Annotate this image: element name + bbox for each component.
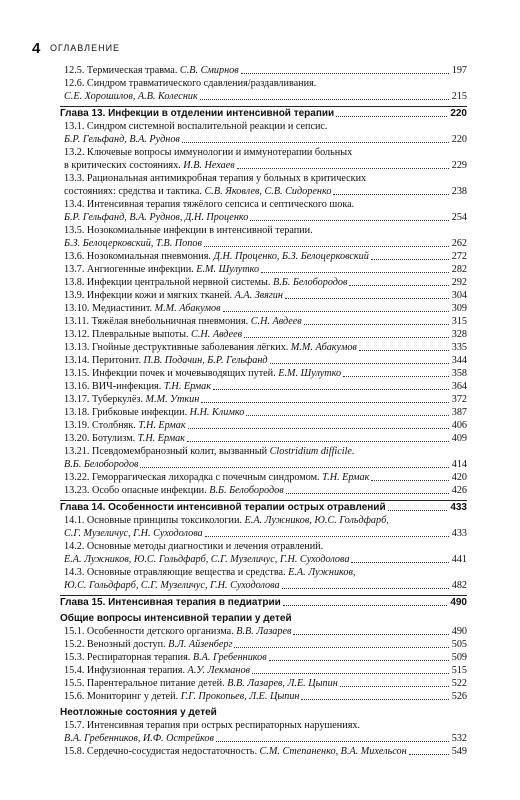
- entry-title: [64, 677, 338, 690]
- toc-entry: [64, 315, 467, 328]
- toc-entry: [64, 341, 467, 354]
- entry-title: [64, 458, 138, 471]
- toc-entry-line: [64, 445, 467, 458]
- entry-text: в критических состояниях.: [64, 160, 184, 171]
- entry-title: [64, 419, 186, 432]
- entry-title: [64, 566, 355, 579]
- toc-entry: [64, 64, 467, 77]
- toc-entry-line: [64, 77, 467, 90]
- toc-subheading: [60, 612, 467, 625]
- entry-page-number: 372: [451, 394, 467, 405]
- entry-title: [64, 90, 198, 103]
- entry-title: [64, 146, 352, 159]
- entry-text: 13.6. Нозокомиальная пневмония.: [64, 251, 214, 262]
- entry-title: [64, 540, 323, 553]
- entry-authors: Е.М. Шулутко: [278, 368, 342, 379]
- dot-leader: [188, 428, 449, 429]
- toc-entry: [64, 276, 467, 289]
- entry-page-number: 215: [451, 91, 467, 102]
- entry-title: [64, 302, 221, 315]
- entry-text: 13.2. Ключевые вопросы иммунологии и иммунотерапии больных: [64, 147, 353, 158]
- entry-title: [64, 745, 407, 758]
- entry-page-number: 433: [450, 502, 467, 513]
- entry-page-number: 490: [450, 597, 467, 608]
- entry-page-number: 254: [451, 212, 467, 223]
- entry-text: состояниях: средства и тактика.: [64, 186, 205, 197]
- toc-entry: [64, 380, 467, 393]
- entry-title: [64, 250, 369, 263]
- toc-entry-line: [64, 719, 467, 732]
- entry-text: 13.18. Грибковые инфекции.: [64, 407, 190, 418]
- toc-entry: [64, 90, 467, 103]
- entry-authors: В.Б. Белобородов: [209, 485, 284, 496]
- toc-entry-line: [64, 224, 467, 237]
- toc-entry: [64, 732, 467, 745]
- entry-page-number: 262: [451, 238, 467, 249]
- entry-text: 13.8. Инфекции центральной нервной системы.: [64, 277, 273, 288]
- entry-text: 13.9. Инфекции кожи и мягких тканей.: [64, 290, 235, 301]
- dot-leader: [286, 493, 449, 494]
- entry-authors: В.В. Лазарев, Л.Е. Цыпин: [227, 678, 338, 689]
- entry-page-number: 441: [451, 554, 467, 565]
- entry-page-number: 282: [451, 264, 467, 275]
- entry-title: [64, 380, 211, 393]
- entry-text: 13.15. Инфекции почек и мочевыводящих путей.: [64, 368, 279, 379]
- entry-page-number: 387: [451, 407, 467, 418]
- dot-leader: [304, 324, 449, 325]
- entry-text: 15.2. Венозный доступ.: [64, 639, 169, 650]
- entry-title: [64, 393, 199, 406]
- toc-entry: [64, 328, 467, 341]
- entry-title: [64, 579, 280, 592]
- toc-entry: [64, 419, 467, 432]
- dot-leader: [216, 741, 449, 742]
- toc-entry: [64, 237, 467, 250]
- dot-leader: [282, 588, 449, 589]
- entry-title: [64, 120, 327, 133]
- toc-entry: [64, 625, 467, 638]
- toc-entry: [64, 159, 467, 172]
- dot-leader: [349, 285, 449, 286]
- entry-text: 15.7. Интенсивная терапия при острых респираторных нарушениях.: [64, 720, 361, 731]
- entry-title: [64, 471, 369, 484]
- dot-leader: [283, 605, 447, 606]
- entry-title: [64, 406, 244, 419]
- dot-leader: [270, 363, 449, 364]
- entry-title: [64, 341, 357, 354]
- toc-entry: [64, 553, 467, 566]
- entry-authors: С.Н. Авдеев: [191, 329, 243, 340]
- entry-text: 13.1. Синдром системной воспалительной реакции и сепсис.: [64, 121, 328, 132]
- entry-title: [64, 664, 250, 677]
- entry-text: 13.14. Перитонит.: [64, 355, 144, 366]
- entry-authors: М.М. Уткин: [145, 394, 200, 405]
- dot-leader: [205, 536, 449, 537]
- dot-leader: [241, 73, 449, 74]
- toc-chapter: [60, 595, 467, 609]
- toc-entry: [64, 211, 467, 224]
- entry-title: [64, 354, 268, 367]
- entry-title: [64, 690, 299, 703]
- entry-authors: Е.А. Лужников,: [288, 567, 356, 578]
- dot-leader: [204, 246, 449, 247]
- toc-chapter: [60, 500, 467, 514]
- entry-title: [64, 638, 232, 651]
- entry-authors: С.В. Яковлев, С.В. Сидоренко: [204, 186, 332, 197]
- entry-text: 13.4. Интенсивная терапия тяжёлого сепсиса и септического шока.: [64, 199, 355, 210]
- entry-authors: В.В. Лазарев: [236, 626, 292, 637]
- entry-authors: М.М. Абакумов: [290, 342, 357, 353]
- entry-title: [64, 133, 180, 146]
- entry-text: 14.2. Основные методы диагностики и лечения отравлений.: [64, 541, 324, 552]
- entry-text: 13.20. Ботулизм.: [64, 433, 138, 444]
- dot-leader: [246, 415, 449, 416]
- toc-entry-line: [64, 566, 467, 579]
- entry-text: 13.5. Нозокомиальные инфекции в интенсивной терапии.: [64, 225, 313, 236]
- toc-entry: [64, 458, 467, 471]
- entry-page-number: 409: [451, 433, 467, 444]
- entry-page-number: 309: [451, 303, 467, 314]
- header-title: ОГЛАВЛЕНИЕ: [50, 43, 121, 53]
- entry-authors: Б.Р. Гельфанд, В.А. Руднов, Д.Н. Проценко: [64, 212, 249, 223]
- entry-title: [60, 596, 281, 609]
- entry-page-number: 505: [451, 639, 467, 650]
- toc-entry: [64, 406, 467, 419]
- entry-title: [64, 211, 248, 224]
- toc-entry: [64, 527, 467, 540]
- dot-leader: [269, 660, 449, 661]
- entry-title: [64, 77, 316, 90]
- entry-title: [64, 514, 389, 527]
- dot-leader: [252, 673, 449, 674]
- dot-leader: [261, 272, 449, 273]
- entry-authors: Т.Н. Ермак: [137, 433, 185, 444]
- page-number: 4: [32, 40, 41, 57]
- entry-page-number: 426: [451, 485, 467, 496]
- dot-leader: [182, 142, 449, 143]
- entry-authors: Т.Н. Ермак: [322, 472, 370, 483]
- entry-text: 15.4. Инфузионная терапия.: [64, 665, 188, 676]
- entry-title: [64, 719, 360, 732]
- entry-authors: С.Е. Хорошилов, А.В. Колесник: [64, 91, 198, 102]
- entry-title: [64, 445, 355, 458]
- entry-authors: Е.М. Шулутко: [196, 264, 260, 275]
- dot-leader: [359, 350, 449, 351]
- entry-authors: В.А. Гребенников: [192, 652, 267, 663]
- entry-text: Неотложные состояния у детей: [60, 707, 217, 718]
- dot-leader: [293, 634, 449, 635]
- entry-page-number: 197: [451, 65, 467, 76]
- entry-page-number: 532: [451, 733, 467, 744]
- entry-page-number: 272: [451, 251, 467, 262]
- dot-leader: [371, 480, 449, 481]
- entry-page-number: 420: [451, 472, 467, 483]
- entry-title: [64, 64, 239, 77]
- entry-title: [60, 706, 217, 719]
- entry-text: 13.22. Геморрагическая лихорадка с почечным синдромом.: [64, 472, 323, 483]
- entry-authors: Б.З. Белоцерковский, Т.В. Попов: [64, 238, 202, 249]
- entry-authors: С.Н. Авдеев: [250, 316, 302, 327]
- dot-leader: [343, 376, 449, 377]
- entry-text: 12.6. Синдром травматического сдавления/раздавливания.: [64, 78, 317, 89]
- entry-title: [64, 289, 283, 302]
- dot-leader: [340, 686, 449, 687]
- toc-entry-line: [64, 540, 467, 553]
- entry-authors: Г.Г. Прокопьев, Л.Е. Цыпин: [180, 691, 300, 702]
- toc-entry: [64, 250, 467, 263]
- entry-authors: С.В. Смирнов: [179, 65, 239, 76]
- entry-text: 13.19. Столбняк.: [64, 420, 139, 431]
- dot-leader: [201, 402, 449, 403]
- entry-page-number: 328: [451, 329, 467, 340]
- dot-leader: [234, 647, 449, 648]
- toc-entry: [64, 367, 467, 380]
- dot-leader: [244, 337, 449, 338]
- entry-title: [64, 527, 203, 540]
- entry-title: [60, 107, 334, 120]
- toc-entry: [64, 133, 467, 146]
- entry-page-number: 238: [451, 186, 467, 197]
- entry-page-number: 292: [451, 277, 467, 288]
- toc-entry-line: [64, 146, 467, 159]
- toc-entry: [64, 263, 467, 276]
- dot-leader: [409, 754, 449, 755]
- entry-title: [64, 185, 331, 198]
- entry-authors: Д.Н. Проценко, Б.З. Белоцерковский: [213, 251, 369, 262]
- entry-text: 13.21. Псевдомембранозный колит, вызванный: [64, 446, 270, 457]
- entry-authors: Е.А. Лужников, Ю.С. Гольдфарб,: [244, 515, 389, 526]
- entry-page-number: 526: [451, 691, 467, 702]
- entry-authors: С.М. Степаненко, В.А. Михельсон: [259, 746, 407, 757]
- running-header: [32, 40, 502, 60]
- entry-page-number: 414: [451, 459, 467, 470]
- entry-title: [64, 328, 242, 341]
- entry-page-number: 549: [451, 746, 467, 757]
- toc-chapter: [60, 106, 467, 120]
- entry-title: [64, 237, 202, 250]
- entry-title: [64, 276, 347, 289]
- entry-authors: Clostridium difficile.: [269, 446, 355, 457]
- entry-text: 13.16. ВИЧ-инфекция.: [64, 381, 164, 392]
- entry-authors: Т.Н. Ермак: [138, 420, 186, 431]
- toc-subheading: [60, 706, 467, 719]
- entry-authors: Н.Н. Климко: [189, 407, 245, 418]
- toc-entry: [64, 289, 467, 302]
- toc-entry: [64, 302, 467, 315]
- toc-entry-line: [64, 514, 467, 527]
- dot-leader: [250, 220, 449, 221]
- entry-page-number: 220: [451, 134, 467, 145]
- entry-title: [64, 198, 354, 211]
- entry-page-number: 509: [451, 652, 467, 663]
- entry-title: [64, 367, 341, 380]
- entry-title: [64, 553, 349, 566]
- entry-title: [64, 732, 214, 745]
- entry-text: 13.13. Гнойные деструктивные заболевания лёгких.: [64, 342, 291, 353]
- entry-text: Общие вопросы интенсивной терапии у детей: [60, 613, 292, 624]
- entry-text: 13.11. Тяжёлая внебольничная пневмония.: [64, 316, 251, 327]
- toc-entry: [64, 651, 467, 664]
- entry-text: 15.5. Парентеральное питание детей.: [64, 678, 228, 689]
- table-of-contents: [60, 64, 467, 758]
- toc-entry: [64, 354, 467, 367]
- toc-entry: [64, 185, 467, 198]
- entry-text: 15.1. Особенности детского организма.: [64, 626, 237, 637]
- entry-page-number: 358: [451, 368, 467, 379]
- entry-title: [64, 625, 291, 638]
- entry-page-number: 482: [451, 580, 467, 591]
- toc-entry: [64, 432, 467, 445]
- dot-leader: [371, 259, 449, 260]
- entry-text: 13.7. Ангиогенные инфекции.: [64, 264, 197, 275]
- dot-leader: [140, 467, 449, 468]
- entry-authors: Ю.С. Гольдфарб, С.Г. Музеличус, Г.Н. Суходолова: [64, 580, 280, 591]
- entry-text: Глава 15. Интенсивная терапия в педиатрии: [60, 597, 281, 608]
- entry-title: [60, 501, 386, 514]
- entry-authors: А.У. Лекманов: [187, 665, 250, 676]
- entry-text: 15.8. Сердечно-сосудистая недостаточность.: [64, 746, 260, 757]
- dot-leader: [187, 441, 449, 442]
- toc-entry-line: [64, 172, 467, 185]
- toc-entry: [64, 484, 467, 497]
- entry-authors: А.А. Звягин: [234, 290, 283, 301]
- entry-title: [64, 432, 185, 445]
- entry-authors: И.В. Нехаев: [183, 160, 235, 171]
- entry-authors: Т.Н. Ермак: [163, 381, 212, 392]
- entry-authors: М.М. Абакумов: [154, 303, 221, 314]
- entry-title: [64, 263, 259, 276]
- entry-text: 13.3. Рациональная антимикробная терапия у больных в критических: [64, 173, 367, 184]
- entry-title: [64, 159, 235, 172]
- entry-text: 13.10. Медиастинит.: [64, 303, 155, 314]
- entry-text: 13.12. Плевральные выпоты.: [64, 329, 192, 340]
- entry-text: 15.3. Респираторная терапия.: [64, 652, 193, 663]
- entry-authors: П.В. Подачин, Б.Р. Гельфанд: [143, 355, 268, 366]
- entry-page-number: 406: [451, 420, 467, 431]
- entry-page-number: 304: [451, 290, 467, 301]
- entry-page-number: 433: [451, 528, 467, 539]
- dot-leader: [200, 99, 449, 100]
- entry-page-number: 490: [451, 626, 467, 637]
- dot-leader: [301, 699, 449, 700]
- entry-page-number: 344: [451, 355, 467, 366]
- entry-authors: Е.А. Лужников, Ю.С. Гольдфарб, С.Г. Музеличус, Г.Н. Суходолова: [64, 554, 350, 565]
- dot-leader: [213, 389, 449, 390]
- entry-authors: В.А. Гребенников, И.Ф. Острейков: [64, 733, 214, 744]
- entry-title: [60, 612, 292, 625]
- entry-text: 14.1. Основные принципы токсикологии.: [64, 515, 245, 526]
- entry-text: 12.5. Термическая травма.: [64, 65, 180, 76]
- dot-leader: [388, 510, 447, 511]
- entry-authors: В.Л. Айзенберг: [168, 639, 233, 650]
- entry-page-number: 229: [451, 160, 467, 171]
- dot-leader: [285, 298, 449, 299]
- entry-page-number: 522: [451, 678, 467, 689]
- toc-entry: [64, 393, 467, 406]
- toc-entry: [64, 664, 467, 677]
- entry-title: [64, 172, 366, 185]
- entry-page-number: 515: [451, 665, 467, 676]
- toc-entry: [64, 579, 467, 592]
- dot-leader: [351, 562, 449, 563]
- entry-title: [64, 315, 302, 328]
- entry-text: Глава 13. Инфекции в отделении интенсивной терапии: [60, 108, 335, 119]
- entry-authors: В.Б. Белобородов: [64, 459, 139, 470]
- toc-entry-line: [64, 120, 467, 133]
- entry-page-number: 315: [451, 316, 467, 327]
- entry-page-number: 335: [451, 342, 467, 353]
- toc-entry: [64, 677, 467, 690]
- toc-entry: [64, 638, 467, 651]
- entry-text: Глава 14. Особенности интенсивной терапии острых отравлений: [60, 502, 386, 513]
- dot-leader: [237, 168, 449, 169]
- toc-entry: [64, 471, 467, 484]
- dot-leader: [336, 116, 447, 117]
- toc-entry-line: [64, 198, 467, 211]
- dot-leader: [333, 194, 449, 195]
- entry-title: [64, 484, 284, 497]
- entry-authors: С.Г. Музеличус, Г.Н. Суходолова: [64, 528, 203, 539]
- entry-authors: Б.Р. Гельфанд, В.А. Руднов: [64, 134, 180, 145]
- entry-title: [64, 224, 313, 237]
- entry-authors: В.Б. Белобородов: [272, 277, 348, 288]
- entry-text: 13.23. Особо опасные инфекции.: [64, 485, 210, 496]
- entry-text: 15.6. Мониторинг у детей.: [64, 691, 181, 702]
- toc-entry: [64, 690, 467, 703]
- entry-page-number: 220: [450, 108, 467, 119]
- entry-text: 14.3. Основные отравляющие вещества и средства.: [64, 567, 289, 578]
- entry-title: [64, 651, 267, 664]
- dot-leader: [223, 311, 449, 312]
- toc-entry: [64, 745, 467, 758]
- entry-text: 13.17. Туберкулёз.: [64, 394, 146, 405]
- entry-page-number: 364: [451, 381, 467, 392]
